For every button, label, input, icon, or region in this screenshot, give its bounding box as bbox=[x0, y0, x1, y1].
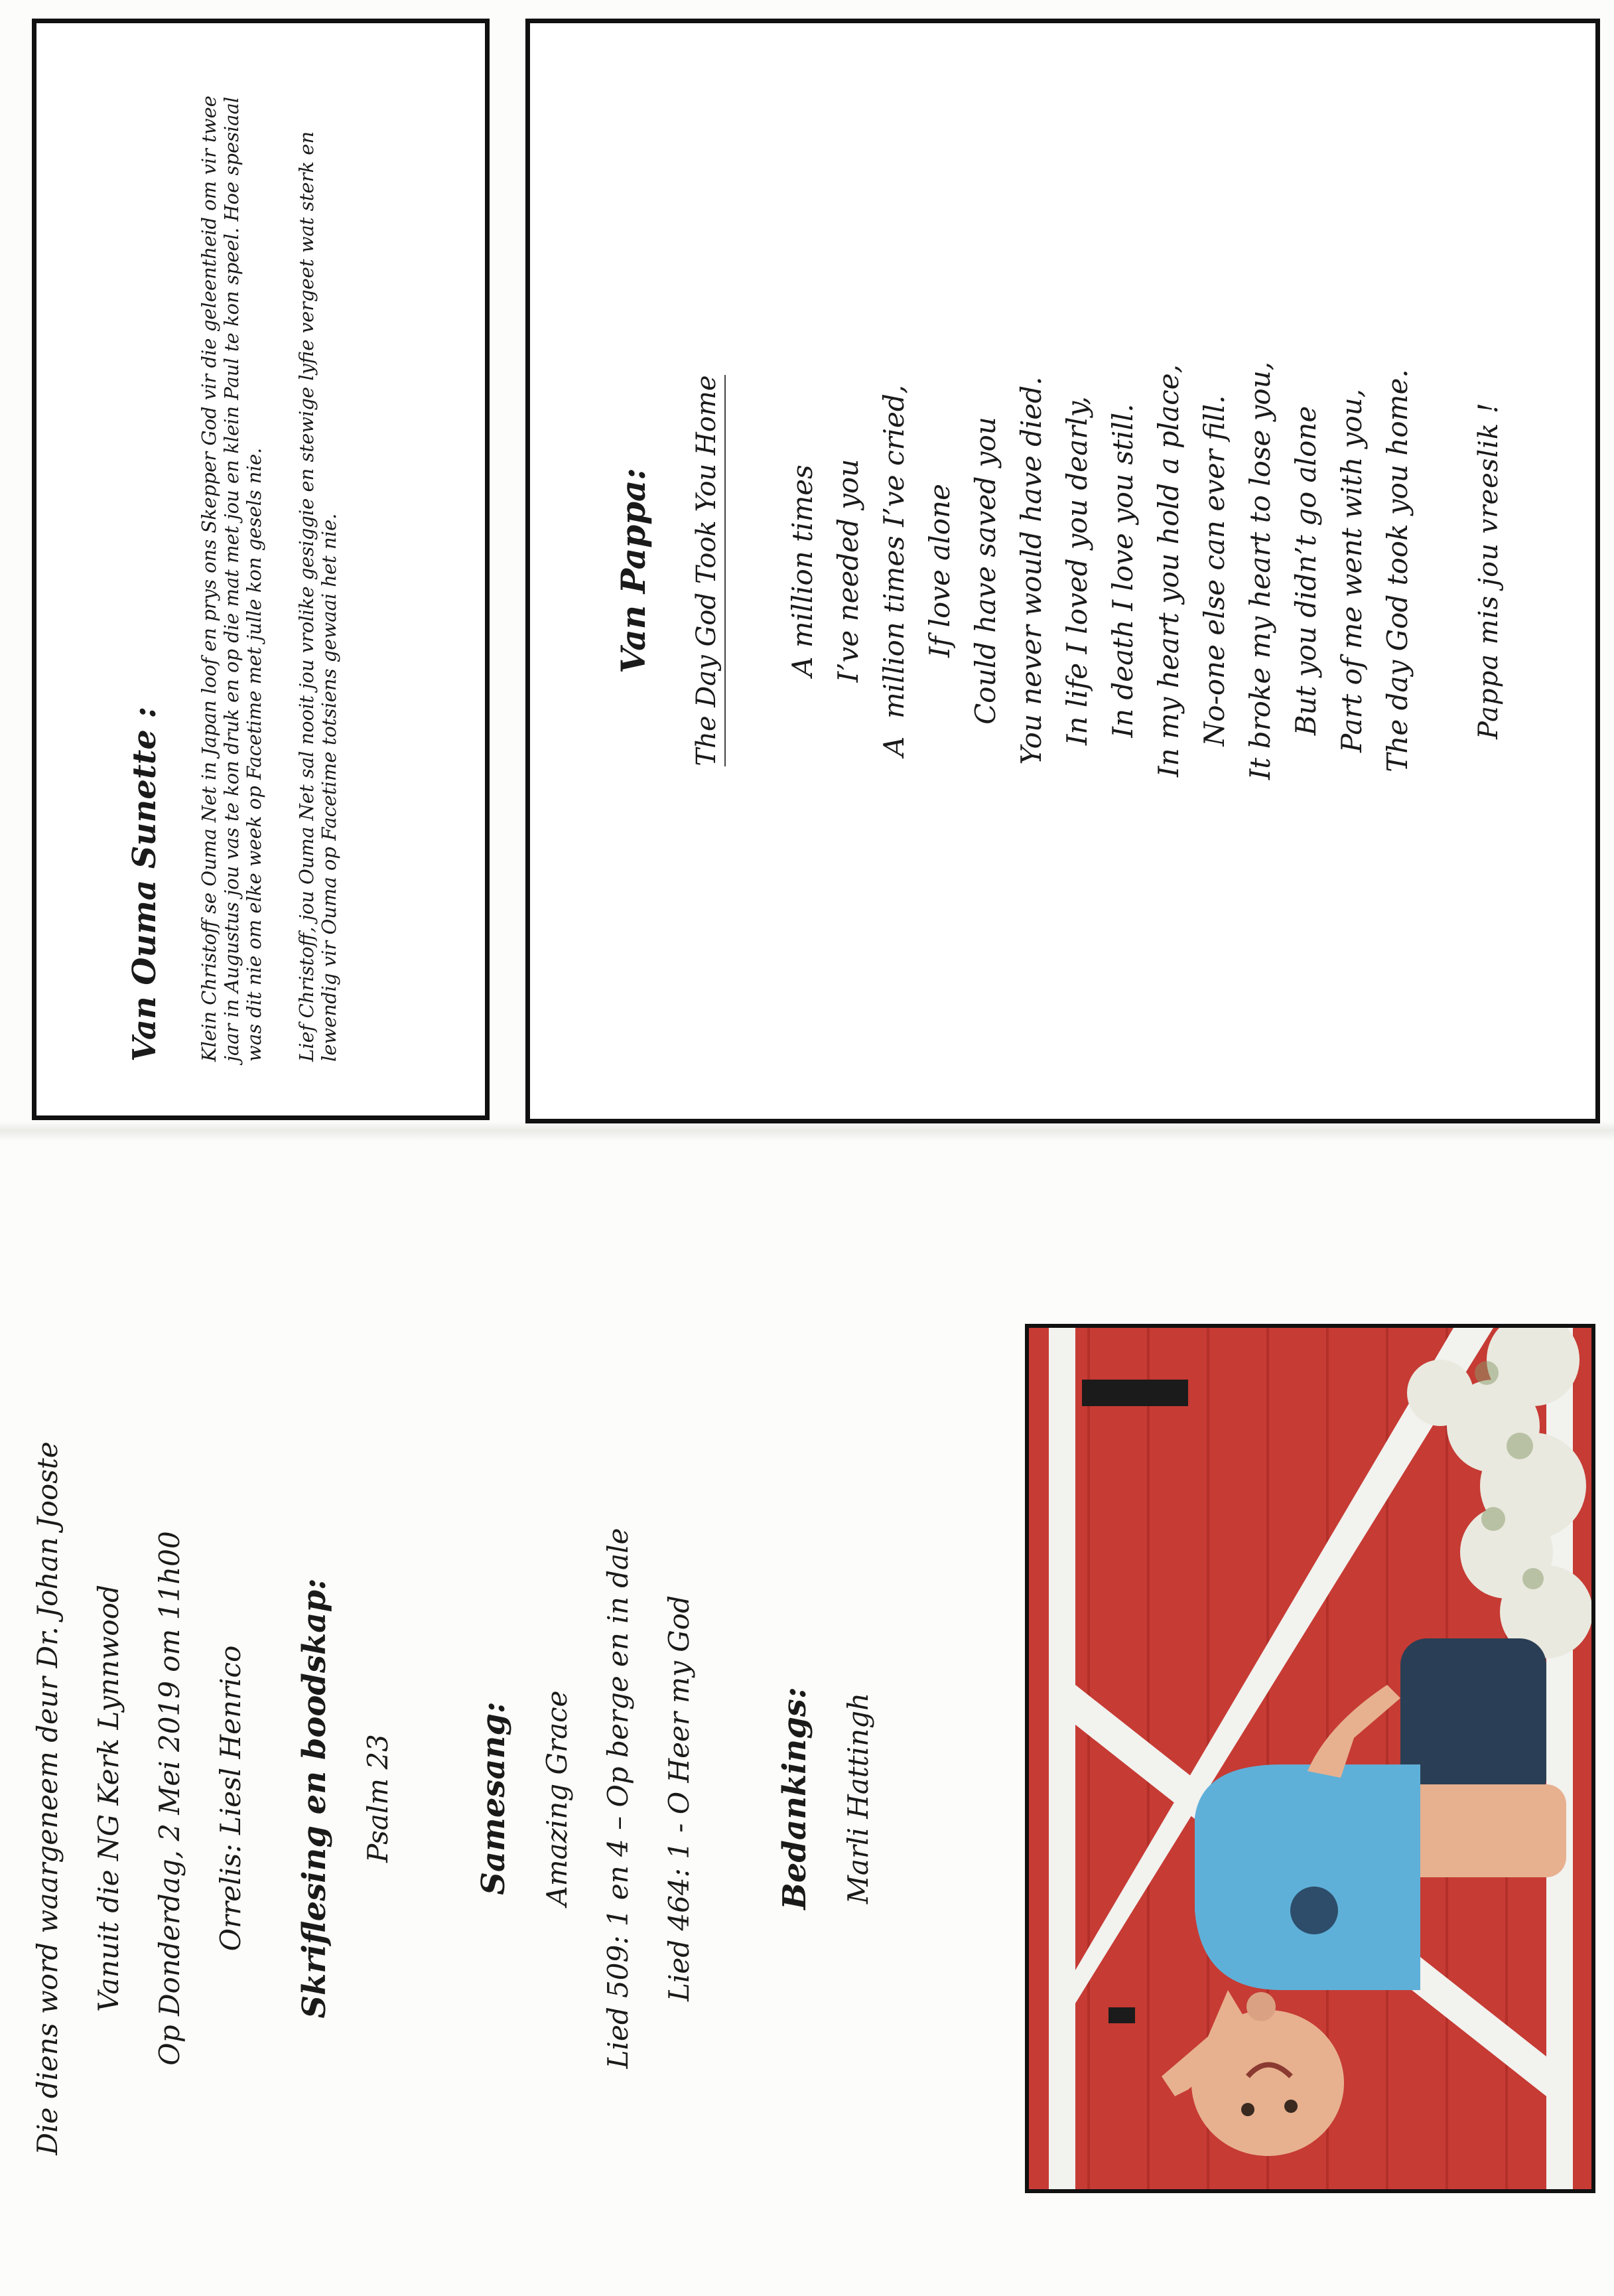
poem-line: In life I loved you dearly, bbox=[1061, 395, 1093, 746]
reading-text: Psalm 23 bbox=[362, 1734, 394, 1863]
poem-line: Could have saved you bbox=[969, 417, 1002, 725]
ouma-tribute bbox=[38, 33, 476, 1102]
child-portrait-photo-icon bbox=[1029, 1328, 1591, 2189]
poem-line: I’ve needed you bbox=[832, 459, 864, 683]
thanks-heading: Bedankings: bbox=[776, 1687, 813, 1910]
child-photo bbox=[1025, 1324, 1595, 2193]
pappa-tribute bbox=[531, 33, 1592, 1108]
poem-line: The day God took you home. bbox=[1381, 369, 1414, 772]
poem-line: No-one else can ever fill. bbox=[1198, 395, 1231, 747]
page-fold bbox=[0, 1121, 1614, 1141]
poem-line: You never would have died. bbox=[1015, 376, 1047, 765]
song-2: Lied 509: 1 en 4 – Op berge en in dale bbox=[602, 1528, 634, 2069]
poem-line: If love alone bbox=[923, 484, 956, 658]
reading-heading: Skriflesing en boodskap: bbox=[296, 1578, 333, 2019]
song-1: Amazing Grace bbox=[541, 1690, 573, 1906]
poem-title: The Day God Took You Home bbox=[687, 33, 726, 1108]
service-church: Vanuit die NG Kerk Lynnwood bbox=[92, 1585, 125, 2012]
poem bbox=[779, 33, 1420, 1108]
poem-line: It broke my heart to lose you, bbox=[1244, 361, 1276, 780]
ouma-paragraph-2: Lief Christoff, jou Ouma Net sal nooit jou vrolike gesiggie en stewige lyfie vergeet wat sterk en lewendig vir Ouma op Facetime totsiens gewaai het nie. bbox=[295, 131, 340, 1062]
poem-line: A million times bbox=[786, 465, 819, 677]
service-officiant: Die diens word waargeneem deur Dr. Johan Jooste bbox=[31, 1441, 64, 2155]
poem-line: In death I love you still. bbox=[1107, 403, 1139, 738]
service-details bbox=[13, 1314, 995, 2283]
song-3: Lied 464: 1 - O Heer my God bbox=[663, 1595, 695, 2001]
ouma-heading: Van Ouma Sunette : bbox=[126, 706, 163, 1062]
poem-line: But you didn’t go alone bbox=[1290, 405, 1322, 736]
pappa-heading: Van Pappa: bbox=[614, 468, 653, 674]
poem-line: A million times I’ve cried, bbox=[878, 384, 910, 757]
poem-line: Part of me went with you, bbox=[1335, 388, 1368, 753]
singing-heading: Samesang: bbox=[475, 1701, 512, 1895]
thanks-name: Marli Hattingh bbox=[842, 1692, 874, 1904]
poem-line: In my heart you hold a place, bbox=[1152, 364, 1185, 778]
service-organist: Orrelis: Liesl Henrico bbox=[214, 1645, 247, 1952]
child-photo-scene bbox=[1029, 1328, 1591, 2189]
pappa-signoff: Pappa mis jou vreeslik ! bbox=[1473, 402, 1504, 739]
ouma-paragraph-1: Klein Christoff se Ouma Net in Japan loof en prys ons Skepper God vir die geleentheid om vir twee jaar in Augustus jou vas te kon druk en op die mat met jou en klein Paul te kon speel. Hoe spesiaal was dit nie om elke week op Facetime met julle kon gesels nie. bbox=[198, 96, 265, 1062]
service-date: Op Donderdag, 2 Mei 2019 om 11h00 bbox=[153, 1531, 186, 2066]
